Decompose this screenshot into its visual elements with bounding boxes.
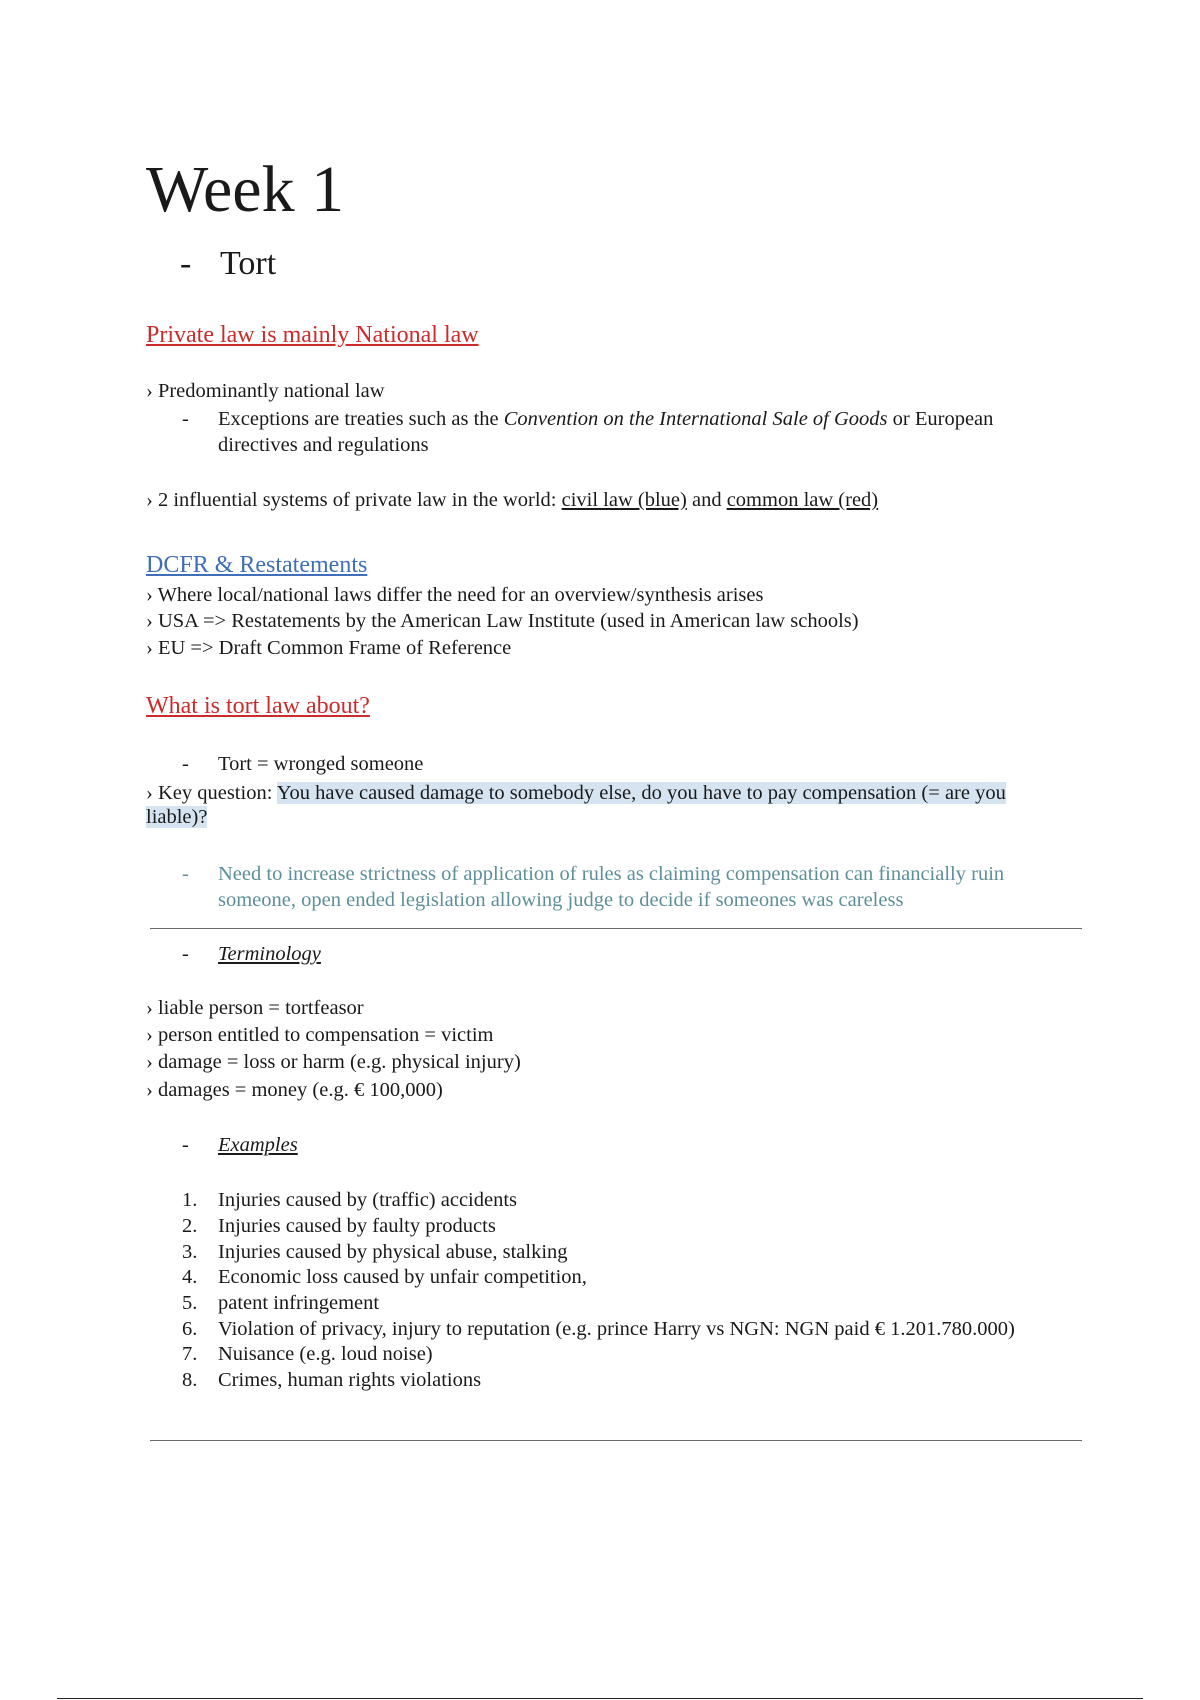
dash-marker: - (182, 1134, 189, 1156)
dash-marker: - (182, 863, 189, 885)
key-question-highlight: liable)? (146, 806, 208, 828)
section-heading-tort-law: What is tort law about? (146, 693, 370, 719)
exceptions-text-italic: Convention on the International Sale of Goods (503, 408, 888, 430)
exceptions-text-a: Exceptions are treaties such as the (218, 408, 504, 430)
subtitle-text: Tort (220, 245, 277, 282)
example-item (182, 1239, 568, 1265)
key-question (146, 780, 1006, 806)
example-number: 7. (182, 1343, 198, 1365)
divider (150, 1440, 1082, 1441)
example-number: 4. (182, 1266, 198, 1288)
key-question-prefix: › Key question: (146, 782, 277, 804)
example-text: Crimes, human rights violations (218, 1369, 482, 1391)
example-text: Injuries caused by physical abuse, stalking (218, 1241, 568, 1263)
key-question-highlight: You have caused damage to somebody else, do you have to pay compensation (= are you (276, 782, 1006, 804)
example-number: 3. (182, 1241, 198, 1263)
examples-label: Examples (218, 1134, 298, 1156)
tort-definition-text: Tort = wronged someone (218, 753, 424, 775)
example-text: Nuisance (e.g. loud noise) (218, 1343, 433, 1365)
dash-marker: - (182, 753, 189, 775)
and-text: and (686, 489, 727, 511)
example-text: Economic loss caused by unfair competition, (218, 1266, 587, 1288)
dcfr-line: › Where local/national laws differ the need for an overview/synthesis arises (146, 584, 764, 606)
civil-law-link: civil law (blue) (561, 489, 687, 511)
terminology-label: Terminology (218, 943, 321, 965)
terminology-item: › damages = money (e.g. € 100,000) (146, 1079, 443, 1101)
example-item (182, 1367, 481, 1393)
terminology-item: › person entitled to compensation = victim (146, 1024, 494, 1046)
example-item (182, 1187, 517, 1213)
page-subtitle (180, 242, 276, 286)
example-item (182, 1264, 587, 1290)
strictness-note-line2: someone, open ended legislation allowing judge to decide if someones was careless (218, 889, 904, 911)
page-bottom-border (57, 1698, 1143, 1699)
example-number: 5. (182, 1292, 198, 1314)
example-text: patent infringement (218, 1292, 380, 1314)
example-number: 8. (182, 1369, 198, 1391)
dash-marker: - (182, 408, 189, 430)
strictness-note (182, 861, 1082, 913)
example-number: 6. (182, 1318, 198, 1340)
example-number: 2. (182, 1215, 198, 1237)
example-number: 1. (182, 1189, 198, 1211)
example-item (182, 1316, 1015, 1342)
dash-marker: - (182, 943, 189, 965)
bullet-predominantly: › Predominantly national law (146, 380, 385, 402)
common-law-link: common law (red) (726, 489, 879, 511)
example-text: Violation of privacy, injury to reputation (e.g. prince Harry vs NGN: NGN paid € 1.201.780.000) (218, 1318, 1015, 1340)
example-item (182, 1341, 433, 1367)
key-question-cont (146, 804, 207, 830)
divider (150, 928, 1082, 929)
influential-text: › 2 influential systems of private law in the world: (146, 489, 562, 511)
example-text: Injuries caused by faulty products (218, 1215, 496, 1237)
example-text: Injuries caused by (traffic) accidents (218, 1189, 518, 1211)
dcfr-line: › USA => Restatements by the American Law Institute (used in American law schools) (146, 610, 859, 632)
exceptions-text-b: or European (887, 408, 994, 430)
exceptions-item (182, 406, 1082, 458)
exceptions-text-line2: directives and regulations (218, 434, 429, 456)
tort-definition (182, 751, 782, 777)
subtitle-dash: - (180, 245, 192, 282)
terminology-heading (182, 941, 582, 967)
section-heading-private-law: Private law is mainly National law (146, 322, 479, 348)
terminology-item: › liable person = tortfeasor (146, 997, 364, 1019)
bullet-influential-systems (146, 487, 878, 513)
strictness-note-line1: Need to increase strictness of application of rules as claiming compensation can financially ruin (218, 863, 1005, 885)
terminology-item: › damage = loss or harm (e.g. physical injury) (146, 1051, 521, 1073)
example-item (182, 1213, 496, 1239)
dcfr-line: › EU => Draft Common Frame of Reference (146, 637, 512, 659)
example-item (182, 1290, 379, 1316)
page-title: Week 1 (146, 153, 345, 226)
examples-heading (182, 1132, 582, 1158)
section-heading-dcfr: DCFR & Restatements (146, 552, 368, 578)
